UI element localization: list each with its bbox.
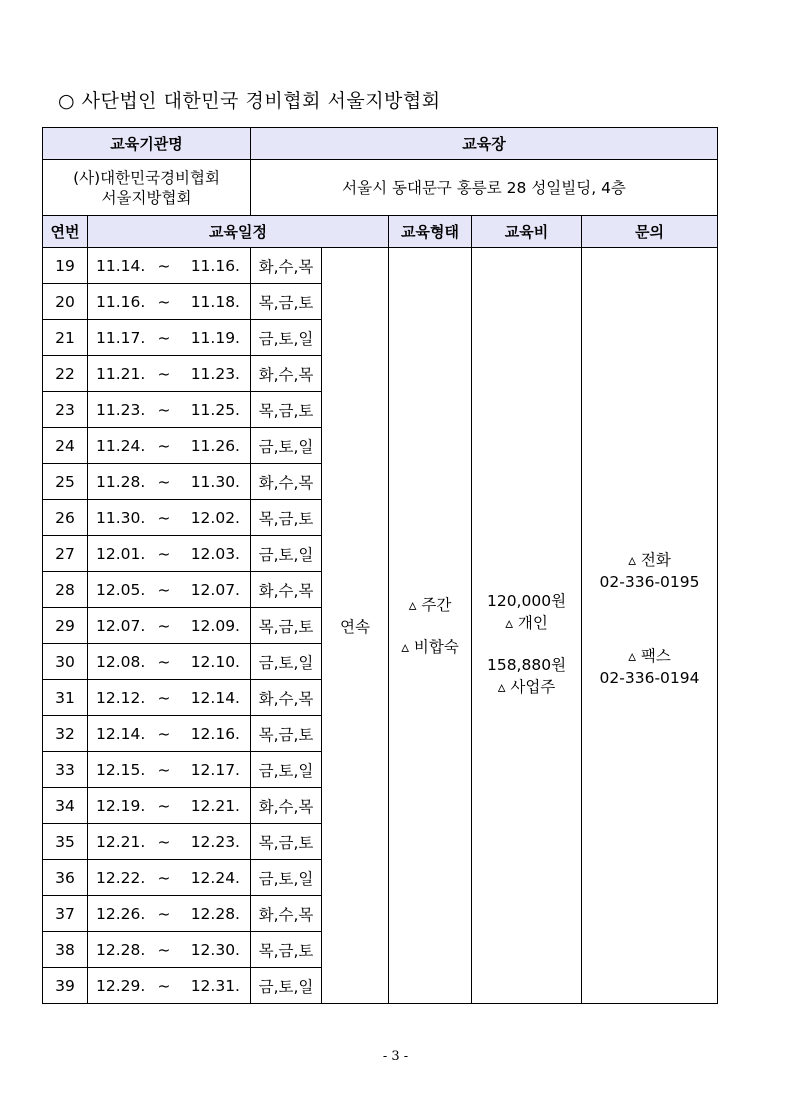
row-number: 22: [43, 356, 88, 392]
tilde-separator: ~: [157, 760, 171, 779]
edu-type-day: ▵ 주간: [408, 595, 452, 614]
header-location: 교육장: [251, 128, 718, 160]
fax-label: ▵ 팩스: [628, 646, 671, 665]
date-range: [88, 860, 251, 896]
institution-name-line1: (사)대한민국경비협회: [73, 168, 220, 187]
end-date: 12.09.: [190, 616, 240, 635]
end-date: 12.02.: [190, 508, 240, 527]
end-date: 12.14.: [190, 688, 240, 707]
phone-label: ▵ 전화: [628, 550, 671, 569]
date-range: [88, 824, 251, 860]
date-range: [88, 500, 251, 536]
row-number: 37: [43, 896, 88, 932]
weekdays: 금,토,일: [251, 860, 322, 896]
tilde-separator: ~: [157, 652, 171, 671]
date-range: [88, 248, 251, 284]
date-range: [88, 968, 251, 1004]
row-number: 38: [43, 932, 88, 968]
edu-type-cell: [389, 248, 472, 1004]
start-date: 11.24.: [96, 436, 146, 455]
header-type: 교육형태: [389, 216, 472, 248]
tilde-separator: ~: [157, 616, 171, 635]
date-range: [88, 356, 251, 392]
edu-type-nonresidential: ▵ 비합숙: [401, 637, 459, 656]
end-date: 11.25.: [190, 400, 240, 419]
section-heading: ○ 사단법인 대한민국 경비협회 서울지방협회: [58, 90, 441, 112]
header-schedule: 교육일정: [88, 216, 389, 248]
fax-number: 02-336-0194: [599, 668, 700, 687]
tilde-separator: ~: [157, 256, 171, 275]
tilde-separator: ~: [157, 904, 171, 923]
end-date: 12.07.: [190, 580, 240, 599]
tilde-separator: ~: [157, 940, 171, 959]
end-date: 11.30.: [190, 472, 240, 491]
tilde-separator: ~: [157, 832, 171, 851]
tilde-separator: ~: [157, 364, 171, 383]
row-number: 26: [43, 500, 88, 536]
tilde-separator: ~: [157, 868, 171, 887]
weekdays: 화,수,목: [251, 248, 322, 284]
row-number: 24: [43, 428, 88, 464]
end-date: 11.16.: [190, 256, 240, 275]
date-range: [88, 464, 251, 500]
start-date: 11.21.: [96, 364, 146, 383]
tilde-separator: ~: [157, 724, 171, 743]
header-institution: 교육기관명: [43, 128, 251, 160]
start-date: 12.12.: [96, 688, 146, 707]
start-date: 11.16.: [96, 292, 146, 311]
institution-name-line2: 서울지방협회: [101, 188, 192, 207]
row-number: 27: [43, 536, 88, 572]
start-date: 11.28.: [96, 472, 146, 491]
weekdays: 목,금,토: [251, 392, 322, 428]
weekdays: 목,금,토: [251, 284, 322, 320]
row-number: 31: [43, 680, 88, 716]
weekdays: 목,금,토: [251, 824, 322, 860]
start-date: 12.29.: [96, 976, 146, 995]
end-date: 12.17.: [190, 760, 240, 779]
weekdays: 화,수,목: [251, 356, 322, 392]
date-range: [88, 428, 251, 464]
weekdays: 화,수,목: [251, 572, 322, 608]
start-date: 12.08.: [96, 652, 146, 671]
start-date: 12.01.: [96, 544, 146, 563]
row-number: 25: [43, 464, 88, 500]
row-number: 20: [43, 284, 88, 320]
row-number: 28: [43, 572, 88, 608]
weekdays: 금,토,일: [251, 968, 322, 1004]
row-number: 29: [43, 608, 88, 644]
row-number: 35: [43, 824, 88, 860]
contact-cell: [582, 248, 718, 1004]
start-date: 12.05.: [96, 580, 146, 599]
weekdays: 금,토,일: [251, 536, 322, 572]
end-date: 11.23.: [190, 364, 240, 383]
row-number: 21: [43, 320, 88, 356]
header-row-1: [43, 128, 718, 160]
weekdays: 화,수,목: [251, 680, 322, 716]
start-date: 12.28.: [96, 940, 146, 959]
date-range: [88, 932, 251, 968]
date-range: [88, 572, 251, 608]
end-date: 12.23.: [190, 832, 240, 851]
tilde-separator: ~: [157, 400, 171, 419]
weekdays: 금,토,일: [251, 428, 322, 464]
info-row: [43, 160, 718, 216]
start-date: 12.07.: [96, 616, 146, 635]
start-date: 12.14.: [96, 724, 146, 743]
date-range: [88, 392, 251, 428]
fee-employer-amount: 158,880원: [486, 655, 567, 674]
tilde-separator: ~: [157, 976, 171, 995]
start-date: 11.14.: [96, 256, 146, 275]
header-fee: 교육비: [472, 216, 582, 248]
tilde-separator: ~: [157, 508, 171, 527]
date-range: [88, 752, 251, 788]
end-date: 12.28.: [190, 904, 240, 923]
continuous-cell: 연속: [322, 248, 389, 1004]
date-range: [88, 788, 251, 824]
date-range: [88, 320, 251, 356]
end-date: 12.31.: [190, 976, 240, 995]
header-contact: 문의: [582, 216, 718, 248]
tilde-separator: ~: [157, 544, 171, 563]
page-number: - 3 -: [382, 1049, 409, 1064]
weekdays: 금,토,일: [251, 644, 322, 680]
weekdays: 목,금,토: [251, 608, 322, 644]
location-cell: 서울시 동대문구 홍릉로 28 성일빌딩, 4층: [251, 160, 718, 216]
weekdays: 화,수,목: [251, 464, 322, 500]
weekdays: 목,금,토: [251, 500, 322, 536]
date-range: [88, 716, 251, 752]
end-date: 12.24.: [190, 868, 240, 887]
weekdays: 화,수,목: [251, 896, 322, 932]
weekdays: 금,토,일: [251, 752, 322, 788]
date-range: [88, 284, 251, 320]
start-date: 12.19.: [96, 796, 146, 815]
header-no: 연번: [43, 216, 88, 248]
header-row-2: [43, 216, 718, 248]
start-date: 12.26.: [96, 904, 146, 923]
date-range: [88, 536, 251, 572]
row-number: 23: [43, 392, 88, 428]
weekdays: 금,토,일: [251, 320, 322, 356]
fee-individual-amount: 120,000원: [486, 591, 567, 610]
fee-employer-label: ▵ 사업주: [497, 677, 556, 696]
date-range: [88, 896, 251, 932]
start-date: 11.23.: [96, 400, 146, 419]
table-row: [43, 248, 718, 284]
start-date: 12.21.: [96, 832, 146, 851]
weekdays: 목,금,토: [251, 716, 322, 752]
tilde-separator: ~: [157, 328, 171, 347]
end-date: 12.21.: [190, 796, 240, 815]
date-range: [88, 680, 251, 716]
start-date: 12.15.: [96, 760, 146, 779]
row-number: 36: [43, 860, 88, 896]
tilde-separator: ~: [157, 436, 171, 455]
end-date: 11.18.: [190, 292, 240, 311]
end-date: 12.03.: [190, 544, 240, 563]
tilde-separator: ~: [157, 688, 171, 707]
row-number: 39: [43, 968, 88, 1004]
start-date: 11.30.: [96, 508, 146, 527]
end-date: 12.10.: [190, 652, 240, 671]
education-schedule-table: [42, 127, 718, 1004]
fee-cell: [472, 248, 582, 1004]
end-date: 12.16.: [190, 724, 240, 743]
end-date: 12.30.: [190, 940, 240, 959]
date-range: [88, 608, 251, 644]
phone-number: 02-336-0195: [599, 572, 700, 591]
start-date: 12.22.: [96, 868, 146, 887]
weekdays: 화,수,목: [251, 788, 322, 824]
institution-cell: [43, 160, 251, 216]
row-number: 34: [43, 788, 88, 824]
weekdays: 목,금,토: [251, 932, 322, 968]
date-range: [88, 644, 251, 680]
end-date: 11.26.: [190, 436, 240, 455]
tilde-separator: ~: [157, 472, 171, 491]
tilde-separator: ~: [157, 292, 171, 311]
row-number: 19: [43, 248, 88, 284]
row-number: 33: [43, 752, 88, 788]
end-date: 11.19.: [190, 328, 240, 347]
row-number: 30: [43, 644, 88, 680]
fee-individual-label: ▵ 개인: [505, 613, 548, 632]
row-number: 32: [43, 716, 88, 752]
start-date: 11.17.: [96, 328, 146, 347]
tilde-separator: ~: [157, 796, 171, 815]
tilde-separator: ~: [157, 580, 171, 599]
